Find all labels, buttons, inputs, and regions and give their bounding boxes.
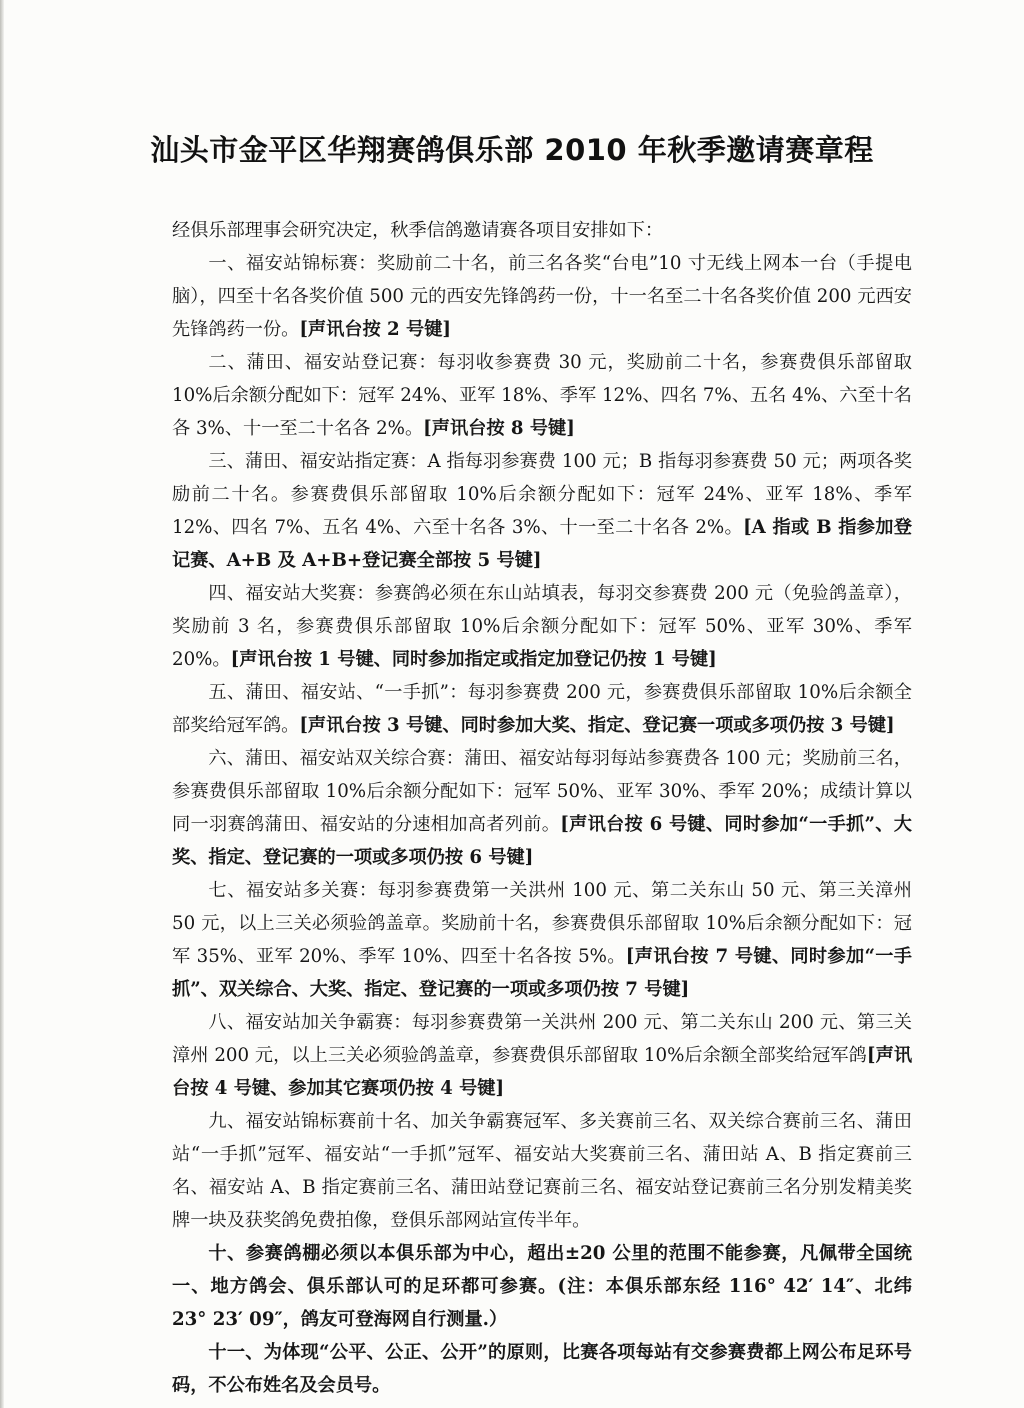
item-7-bold: [声讯台按 7 号键、同时参加“一手抓”、双关综合、大奖、指定、登记赛的一项或多项仍按 7 号键] <box>172 946 912 1000</box>
scan-edge <box>0 0 4 1408</box>
item-11 <box>172 1336 912 1402</box>
item-10 <box>172 1237 912 1336</box>
item-1-bold: [声讯台按 2 号键] <box>299 319 451 340</box>
item-9-text: 九、福安站锦标赛前十名、加关争霸赛冠军、多关赛前三名、双关综合赛前三名、蒲田站“一手抓”冠军、福安站“一手抓”冠军、福安站大奖赛前三名、蒲田站 A、B 指定赛前三名、福安站 A、B 指定赛前三名、蒲田站登记赛前三名、福安站登记赛前三名分别发精美奖牌一块及获奖鸽免费拍像，登俱乐部网站宣传半年。 <box>172 1111 912 1231</box>
item-7 <box>172 874 912 1006</box>
item-4-text: 四、福安站大奖赛：参赛鸽必须在东山站填表，每羽交参赛费 200 元（免验鸽盖章），奖励前 3 名，参赛费俱乐部留取 10%后余额分配如下：冠军 50%、亚军 30%、季军 20%。 <box>172 583 912 670</box>
item-2 <box>172 346 912 445</box>
item-5-text: 五、蒲田、福安站、“一手抓”：每羽参赛费 200 元，参赛费俱乐部留取 10%后余额全部奖给冠军鸽。 <box>172 682 912 736</box>
item-8 <box>172 1006 912 1105</box>
item-3 <box>172 445 912 577</box>
item-11-bold: 十一、为体现“公平、公正、公开”的原则，比赛各项每站有交参赛费都上网公布足环号码，不公布姓名及会员号。 <box>172 1342 912 1396</box>
item-9 <box>172 1105 912 1237</box>
item-5 <box>172 676 912 742</box>
item-8-text: 八、福安站加关争霸赛：每羽参赛费第一关洪州 200 元、第二关东山 200 元、第三关漳州 200 元，以上三关必须验鸽盖章，参赛费俱乐部留取 10%后余额全部奖给冠军鸽 <box>172 1012 912 1066</box>
item-7-text: 七、福安站多关赛：每羽参赛费第一关洪州 100 元、第二关东山 50 元、第三关漳州 50 元，以上三关必须验鸽盖章。奖励前十名，参赛费俱乐部留取 10%后余额分配如下：冠军 35%、亚军 20%、季军 10%、四至十名各按 5%。 <box>172 880 912 967</box>
item-4-bold: [声讯台按 1 号键、同时参加指定或指定加登记仍按 1 号键] <box>230 649 717 670</box>
item-2-bold: [声讯台按 8 号键] <box>423 418 575 439</box>
item-6-text: 六、蒲田、福安站双关综合赛：蒲田、福安站每羽每站参赛费各 100 元；奖励前三名，参赛费俱乐部留取 10%后余额分配如下：冠军 50%、亚军 30%、季军 20%；成绩计算以同一羽赛鸽蒲田、福安站的分速相加高者列前。 <box>172 748 912 835</box>
document-body <box>172 214 912 1402</box>
item-5-bold: [声讯台按 3 号键、同时参加大奖、指定、登记赛一项或多项仍按 3 号键] <box>299 715 895 736</box>
document-title: 汕头市金平区华翔赛鸽俱乐部 2010 年秋季邀请赛章程 <box>150 133 874 167</box>
item-3-bold: [A 指或 B 指参加登记赛、A+B 及 A+B+登记赛全部按 5 号键] <box>172 517 912 571</box>
item-1 <box>172 247 912 346</box>
item-1-text: 一、福安站锦标赛：奖励前二十名，前三名各奖“台电”10 寸无线上网本一台（手提电脑），四至十名各奖价值 500 元的西安先锋鸽药一份，十一名至二十名各奖价值 200 元西安先锋鸽药一份。 <box>172 253 912 340</box>
item-6-bold: [声讯台按 6 号键、同时参加“一手抓”、大奖、指定、登记赛的一项或多项仍按 6 号键] <box>172 814 912 868</box>
item-2-text: 二、蒲田、福安站登记赛：每羽收参赛费 30 元，奖励前二十名，参赛费俱乐部留取 10%后余额分配如下：冠军 24%、亚军 18%、季军 12%、四名 7%、五名 4%、六至十名各 3%、十一至二十名各 2%。 <box>172 352 912 439</box>
intro-paragraph: 经俱乐部理事会研究决定，秋季信鸽邀请赛各项目安排如下： <box>172 220 664 241</box>
item-3-text: 三、蒲田、福安站指定赛：A 指每羽参赛费 100 元；B 指每羽参赛费 50 元；两项各奖励前二十名。参赛费俱乐部留取 10%后余额分配如下：冠军 24%、亚军 18%、季军 12%、四名 7%、五名 4%、六至十名各 3%、十一至二十名各 2%。 <box>172 451 912 538</box>
item-10-bold: 十、参赛鸽棚必须以本俱乐部为中心，超出±20 公里的范围不能参赛，凡佩带全国统一、地方鸽会、俱乐部认可的足环都可参赛。(注：本俱乐部东经 116° 42′ 14″、北纬 23° 23′ 09″，鸽友可登海网自行测量.） <box>172 1243 912 1330</box>
item-6 <box>172 742 912 874</box>
item-8-bold: [声讯台按 4 号键、参加其它赛项仍按 4 号键] <box>172 1045 913 1099</box>
item-4 <box>172 577 912 676</box>
